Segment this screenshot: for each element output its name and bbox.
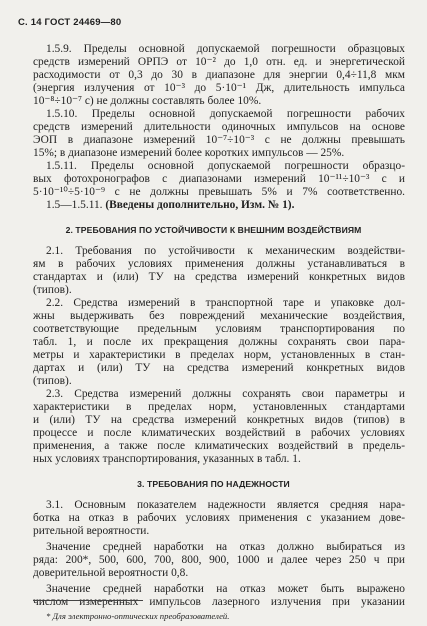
text-line: 10⁻⁸÷10⁻⁷ с) не должны составлять более 10%. xyxy=(33,95,262,107)
text-line: жны выдерживать без повреждений механические воздействия, xyxy=(33,310,405,322)
text-line: вых фотохронографов с диапазонами измерений 10⁻¹¹÷10⁻³ с и xyxy=(33,173,405,185)
amendment-note: (Введены дополнительно, Изм. № 1). xyxy=(105,199,295,211)
text-line: Значение средней наработки на отказ должно выбираться из xyxy=(46,541,405,553)
text-line: применения, а также после климатических воздействий в предель- xyxy=(33,440,405,452)
text-line: 15%; в диапазоне измерений более коротких импульсов — 25%. xyxy=(33,147,345,159)
text-line: 3.1. Основным показателем надежности является средняя нара- xyxy=(46,499,405,511)
text-line: ям в рабочих условиях применения должны устанавливаться в xyxy=(33,258,405,270)
text-line: 1.5.11. Пределы основной допускаемой погрешности образцо- xyxy=(46,160,405,172)
text-line: 1.5.9. Пределы основной допускаемой погрешности образцовых xyxy=(46,43,405,55)
text-line: ботка на отказ в рабочих условиях применения с указанием дове- xyxy=(33,512,405,524)
text-line: 2.3. Средства измерений должны сохранять свои параметры и xyxy=(46,388,405,400)
text-line: 1.5—1.5.11. (Введены дополнительно, Изм. № 1). xyxy=(46,199,295,211)
text-line: (типов). xyxy=(33,375,72,387)
footnote-rule xyxy=(33,600,143,601)
text-line: (энергия излучения от 10⁻³ до 5·10⁻¹ Дж, длительность импульса xyxy=(33,82,405,94)
text-line: средств измерений ОРПЭ от 10⁻² до 1,0 отн. ед. и энергетической xyxy=(33,56,405,68)
footnote: * Для электронно-оптических преобразователей. xyxy=(46,611,230,621)
text-line: доверительной вероятности 0,8. xyxy=(33,567,189,579)
text-line: ЭОП в диапазоне измерений 10⁻⁷÷10⁻³ с не должны превышать xyxy=(33,134,405,146)
text-line: 1.5.10. Пределы основной допускаемой погрешности рабочих xyxy=(46,108,405,120)
text-line: расходимости от 0,3 до 30 в диапазоне для энергии 0,4÷11,8 мкм xyxy=(33,69,405,81)
text-line: средств измерений длительности одиночных импульсов на основе xyxy=(33,121,405,133)
text-line: числом измеренных импульсов лазерного излучения при указании xyxy=(33,596,405,608)
text-line: 2.2. Средства измерений в транспортной таре и упаковке дол- xyxy=(46,297,405,309)
text-line: дартах и (или) ТУ на средства измерений конкретных видов xyxy=(33,362,405,374)
text-line: рительной вероятности. xyxy=(33,525,150,537)
text-line: Значение средней наработки на отказ может быть выражено xyxy=(46,583,405,595)
text-line: стандартах и (или) ТУ на средства измерений конкретных видов xyxy=(33,271,405,283)
section-heading: 3. ТРЕБОВАНИЯ ПО НАДЕЖНОСТИ xyxy=(137,479,290,489)
text-line: соответствующие предельным условиям транспортирования по xyxy=(33,323,405,335)
text-line: табл. 1, и после их прекращения должны сохранять свои пара- xyxy=(33,336,405,348)
text-line: процессе и после климатических воздействий в рабочих условиях xyxy=(33,427,405,439)
text-line: и (или) ТУ на средства измерений конкретных видов (типов) в xyxy=(33,414,405,426)
text-line: 2.1. Требования по устойчивости к механическим воздействи- xyxy=(46,245,405,257)
text-line: 5·10⁻¹⁰÷5·10⁻⁹ с не должны превышать 5% и 7% соответственно. xyxy=(33,186,405,198)
text-line: метры и характеристики в пределах норм, установленных в стан- xyxy=(33,349,405,361)
text-line: ных условиях транспортирования, указанных в табл. 1. xyxy=(33,453,301,465)
text-line: ряда: 200*, 500, 600, 700, 800, 900, 1000 и далее через 250 ч при xyxy=(33,554,405,566)
page-header: С. 14 ГОСТ 24469—80 xyxy=(18,17,122,28)
section-heading: 2. ТРЕБОВАНИЯ ПО УСТОЙЧИВОСТИ К ВНЕШНИМ ВОЗДЕЙСТВИЯМ xyxy=(65,225,362,235)
text-line: характеристики в пределах норм, установленных стандартами xyxy=(33,401,405,413)
text-line: (типов). xyxy=(33,284,72,296)
